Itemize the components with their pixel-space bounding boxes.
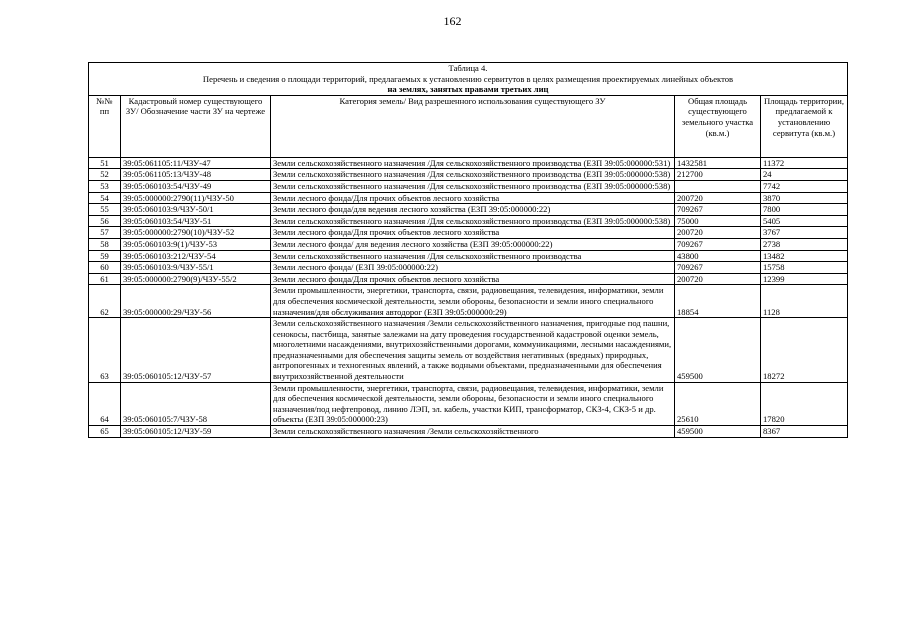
cell-category: Земли лесного фонда/ (ЕЗП 39:05:000000:22) xyxy=(271,262,675,274)
cell-total-area: 43800 xyxy=(675,250,761,262)
cell-category: Земли сельскохозяйственного назначения /Земли сельскохозяйственного назначения, пригодные под пашни, сенокосы, пастбища, занятые залежами на дату проведения государственной кадастровой оценки земель, многолетними насаждениями, внутрихозяйственными дорогами, коммуникациями, лесными насаждениями, предназначенными для обеспечения защиты земель от воздействия негативных (вредных) природных, антропогенных и техногенных явлений, а также водными объектами, предназначенными для обеспечения внутрихозяйственной деятельности xyxy=(271,318,675,383)
cell-cadastral: 39:05:000000:2790(11)/ЧЗУ-50 xyxy=(121,192,271,204)
cell-num: 64 xyxy=(89,382,121,425)
cell-category: Земли лесного фонда/Для прочих объектов лесного хозяйства xyxy=(271,192,675,204)
table-row xyxy=(89,157,848,169)
servitude-table xyxy=(88,62,848,438)
cell-total-area: 1432581 xyxy=(675,157,761,169)
cell-cadastral: 39:05:060105:12/ЧЗУ-59 xyxy=(121,426,271,438)
cell-category: Земли сельскохозяйственного назначения /Земли сельскохозяйственного xyxy=(271,426,675,438)
table-caption-row xyxy=(89,63,848,96)
cell-category: Земли лесного фонда/ для ведения лесного хозяйства (ЕЗП 39:05:000000:22) xyxy=(271,238,675,250)
cell-total-area: 709267 xyxy=(675,262,761,274)
cell-num: 65 xyxy=(89,426,121,438)
table-body xyxy=(89,157,848,437)
cell-cadastral: 39:05:060103:54/ЧЗУ-51 xyxy=(121,215,271,227)
table-row xyxy=(89,180,848,192)
cell-cadastral: 39:05:060103:54/ЧЗУ-49 xyxy=(121,180,271,192)
header-servitude-area: Площадь территории, предлагаемой к установлению сервитута (кв.м.) xyxy=(761,95,848,157)
cell-num: 62 xyxy=(89,285,121,318)
cell-num: 56 xyxy=(89,215,121,227)
cell-num: 59 xyxy=(89,250,121,262)
cell-cadastral: 39:05:060103:9(1)/ЧЗУ-53 xyxy=(121,238,271,250)
cell-category: Земли сельскохозяйственного назначения /Для сельскохозяйственного производства xyxy=(271,250,675,262)
cell-category: Земли сельскохозяйственного назначения /Для сельскохозяйственного производства (ЕЗП 39:05:000000:538) xyxy=(271,180,675,192)
cell-servitude-area: 2738 xyxy=(761,238,848,250)
cell-num: 51 xyxy=(89,157,121,169)
cell-cadastral: 39:05:061105:13/ЧЗУ-48 xyxy=(121,169,271,181)
cell-servitude-area: 17820 xyxy=(761,382,848,425)
cell-total-area: 75000 xyxy=(675,215,761,227)
cell-category: Земли промышленности, энергетики, транспорта, связи, радиовещания, телевидения, информатики, земли для обеспечения космической деятельности, земли обороны, безопасности и земли иного специального назначения/для обслуживания автодорог (ЕЗП 39:05:000000:29) xyxy=(271,285,675,318)
cell-total-area: 459500 xyxy=(675,426,761,438)
cell-servitude-area: 8367 xyxy=(761,426,848,438)
cell-num: 52 xyxy=(89,169,121,181)
table-header-row xyxy=(89,95,848,157)
header-num: №№ пп xyxy=(89,95,121,157)
page-number: 162 xyxy=(443,14,462,28)
cell-cadastral: 39:05:000000:2790(9)/ЧЗУ-55/2 xyxy=(121,273,271,285)
table-row xyxy=(89,238,848,250)
cell-category: Земли сельскохозяйственного назначения /Для сельскохозяйственного производства (ЕЗП 39:05:000000:531) xyxy=(271,157,675,169)
cell-servitude-area: 3767 xyxy=(761,227,848,239)
header-category: Категория земель/ Вид разрешенного использования существующего ЗУ xyxy=(271,95,675,157)
table-subtitle: на землях, занятых правами третьих лиц xyxy=(387,84,549,95)
cell-category: Земли сельскохозяйственного назначения /Для сельскохозяйственного производства (ЕЗП 39:05:000000:538) xyxy=(271,169,675,181)
cell-servitude-area: 3870 xyxy=(761,192,848,204)
cell-num: 55 xyxy=(89,204,121,216)
table-row xyxy=(89,204,848,216)
cell-servitude-area: 13482 xyxy=(761,250,848,262)
table-row xyxy=(89,426,848,438)
table-caption-text: Перечень и сведения о площади территорий, предлагаемых к установлению сервитутов в целях размещения проектируемых линейных объектов xyxy=(202,73,734,84)
cell-num: 61 xyxy=(89,273,121,285)
cell-category: Земли сельскохозяйственного назначения /Для сельскохозяйственного производства (ЕЗП 39:05:000000:538) xyxy=(271,215,675,227)
cell-cadastral: 39:05:060103:9/ЧЗУ-50/1 xyxy=(121,204,271,216)
cell-total-area: 200720 xyxy=(675,227,761,239)
cell-servitude-area: 11372 xyxy=(761,157,848,169)
cell-num: 58 xyxy=(89,238,121,250)
table-row xyxy=(89,285,848,318)
cell-servitude-area: 7742 xyxy=(761,180,848,192)
cell-servitude-area: 7800 xyxy=(761,204,848,216)
table-row xyxy=(89,382,848,425)
cell-total-area: 200720 xyxy=(675,192,761,204)
cell-total-area: 200720 xyxy=(675,273,761,285)
table-row xyxy=(89,318,848,383)
cell-servitude-area: 15758 xyxy=(761,262,848,274)
cell-total-area: 709267 xyxy=(675,238,761,250)
cell-num: 63 xyxy=(89,318,121,383)
table-row xyxy=(89,169,848,181)
table-row xyxy=(89,192,848,204)
cell-cadastral: 39:05:060103:212/ЧЗУ-54 xyxy=(121,250,271,262)
cell-total-area: 709267 xyxy=(675,204,761,216)
table-row xyxy=(89,250,848,262)
header-total-area: Общая площадь существующего земельного участка (кв.м.) xyxy=(675,95,761,157)
table-row xyxy=(89,273,848,285)
cell-total-area: 25610 xyxy=(675,382,761,425)
cell-num: 53 xyxy=(89,180,121,192)
cell-servitude-area: 12399 xyxy=(761,273,848,285)
header-cadastral: Кадастровый номер существующего ЗУ/ Обозначение части ЗУ на чертеже xyxy=(121,95,271,157)
cell-servitude-area: 24 xyxy=(761,169,848,181)
table-row xyxy=(89,215,848,227)
cell-total-area: 212700 xyxy=(675,169,761,181)
cell-num: 60 xyxy=(89,262,121,274)
cell-num: 54 xyxy=(89,192,121,204)
cell-cadastral: 39:05:060103:9/ЧЗУ-55/1 xyxy=(121,262,271,274)
cell-servitude-area: 5405 xyxy=(761,215,848,227)
table-row xyxy=(89,227,848,239)
cell-cadastral: 39:05:061105:11/ЧЗУ-47 xyxy=(121,157,271,169)
cell-category: Земли лесного фонда/Для прочих объектов лесного хозяйства xyxy=(271,227,675,239)
cell-category: Земли промышленности, энергетики, транспорта, связи, радиовещания, телевидения, информатики, земли для обеспечения космической деятельности, земли обороны, безопасности и земли иного специального назначения/под нефтепровод, линию ЛЭП, эл. кабель, участки КИП, трансформатор, СКЗ-4, СКЗ-5 и др. объекты (ЕЗП 39:05:000000:23) xyxy=(271,382,675,425)
cell-cadastral: 39:05:060105:12/ЧЗУ-57 xyxy=(121,318,271,383)
cell-servitude-area: 1128 xyxy=(761,285,848,318)
table-title: Таблица 4. xyxy=(448,63,488,73)
cell-cadastral: 39:05:000000:29/ЧЗУ-56 xyxy=(121,285,271,318)
cell-category: Земли лесного фонда/Для прочих объектов лесного хозяйства xyxy=(271,273,675,285)
cell-total-area xyxy=(675,180,761,192)
cell-servitude-area: 18272 xyxy=(761,318,848,383)
cell-total-area: 459500 xyxy=(675,318,761,383)
table-caption xyxy=(89,63,848,96)
cell-num: 57 xyxy=(89,227,121,239)
cell-category: Земли лесного фонда/для ведения лесного хозяйства (ЕЗП 39:05:000000:22) xyxy=(271,204,675,216)
table-row xyxy=(89,262,848,274)
cell-cadastral: 39:05:000000:2790(10)/ЧЗУ-52 xyxy=(121,227,271,239)
cell-total-area: 18854 xyxy=(675,285,761,318)
cell-cadastral: 39:05:060105:7/ЧЗУ-58 xyxy=(121,382,271,425)
